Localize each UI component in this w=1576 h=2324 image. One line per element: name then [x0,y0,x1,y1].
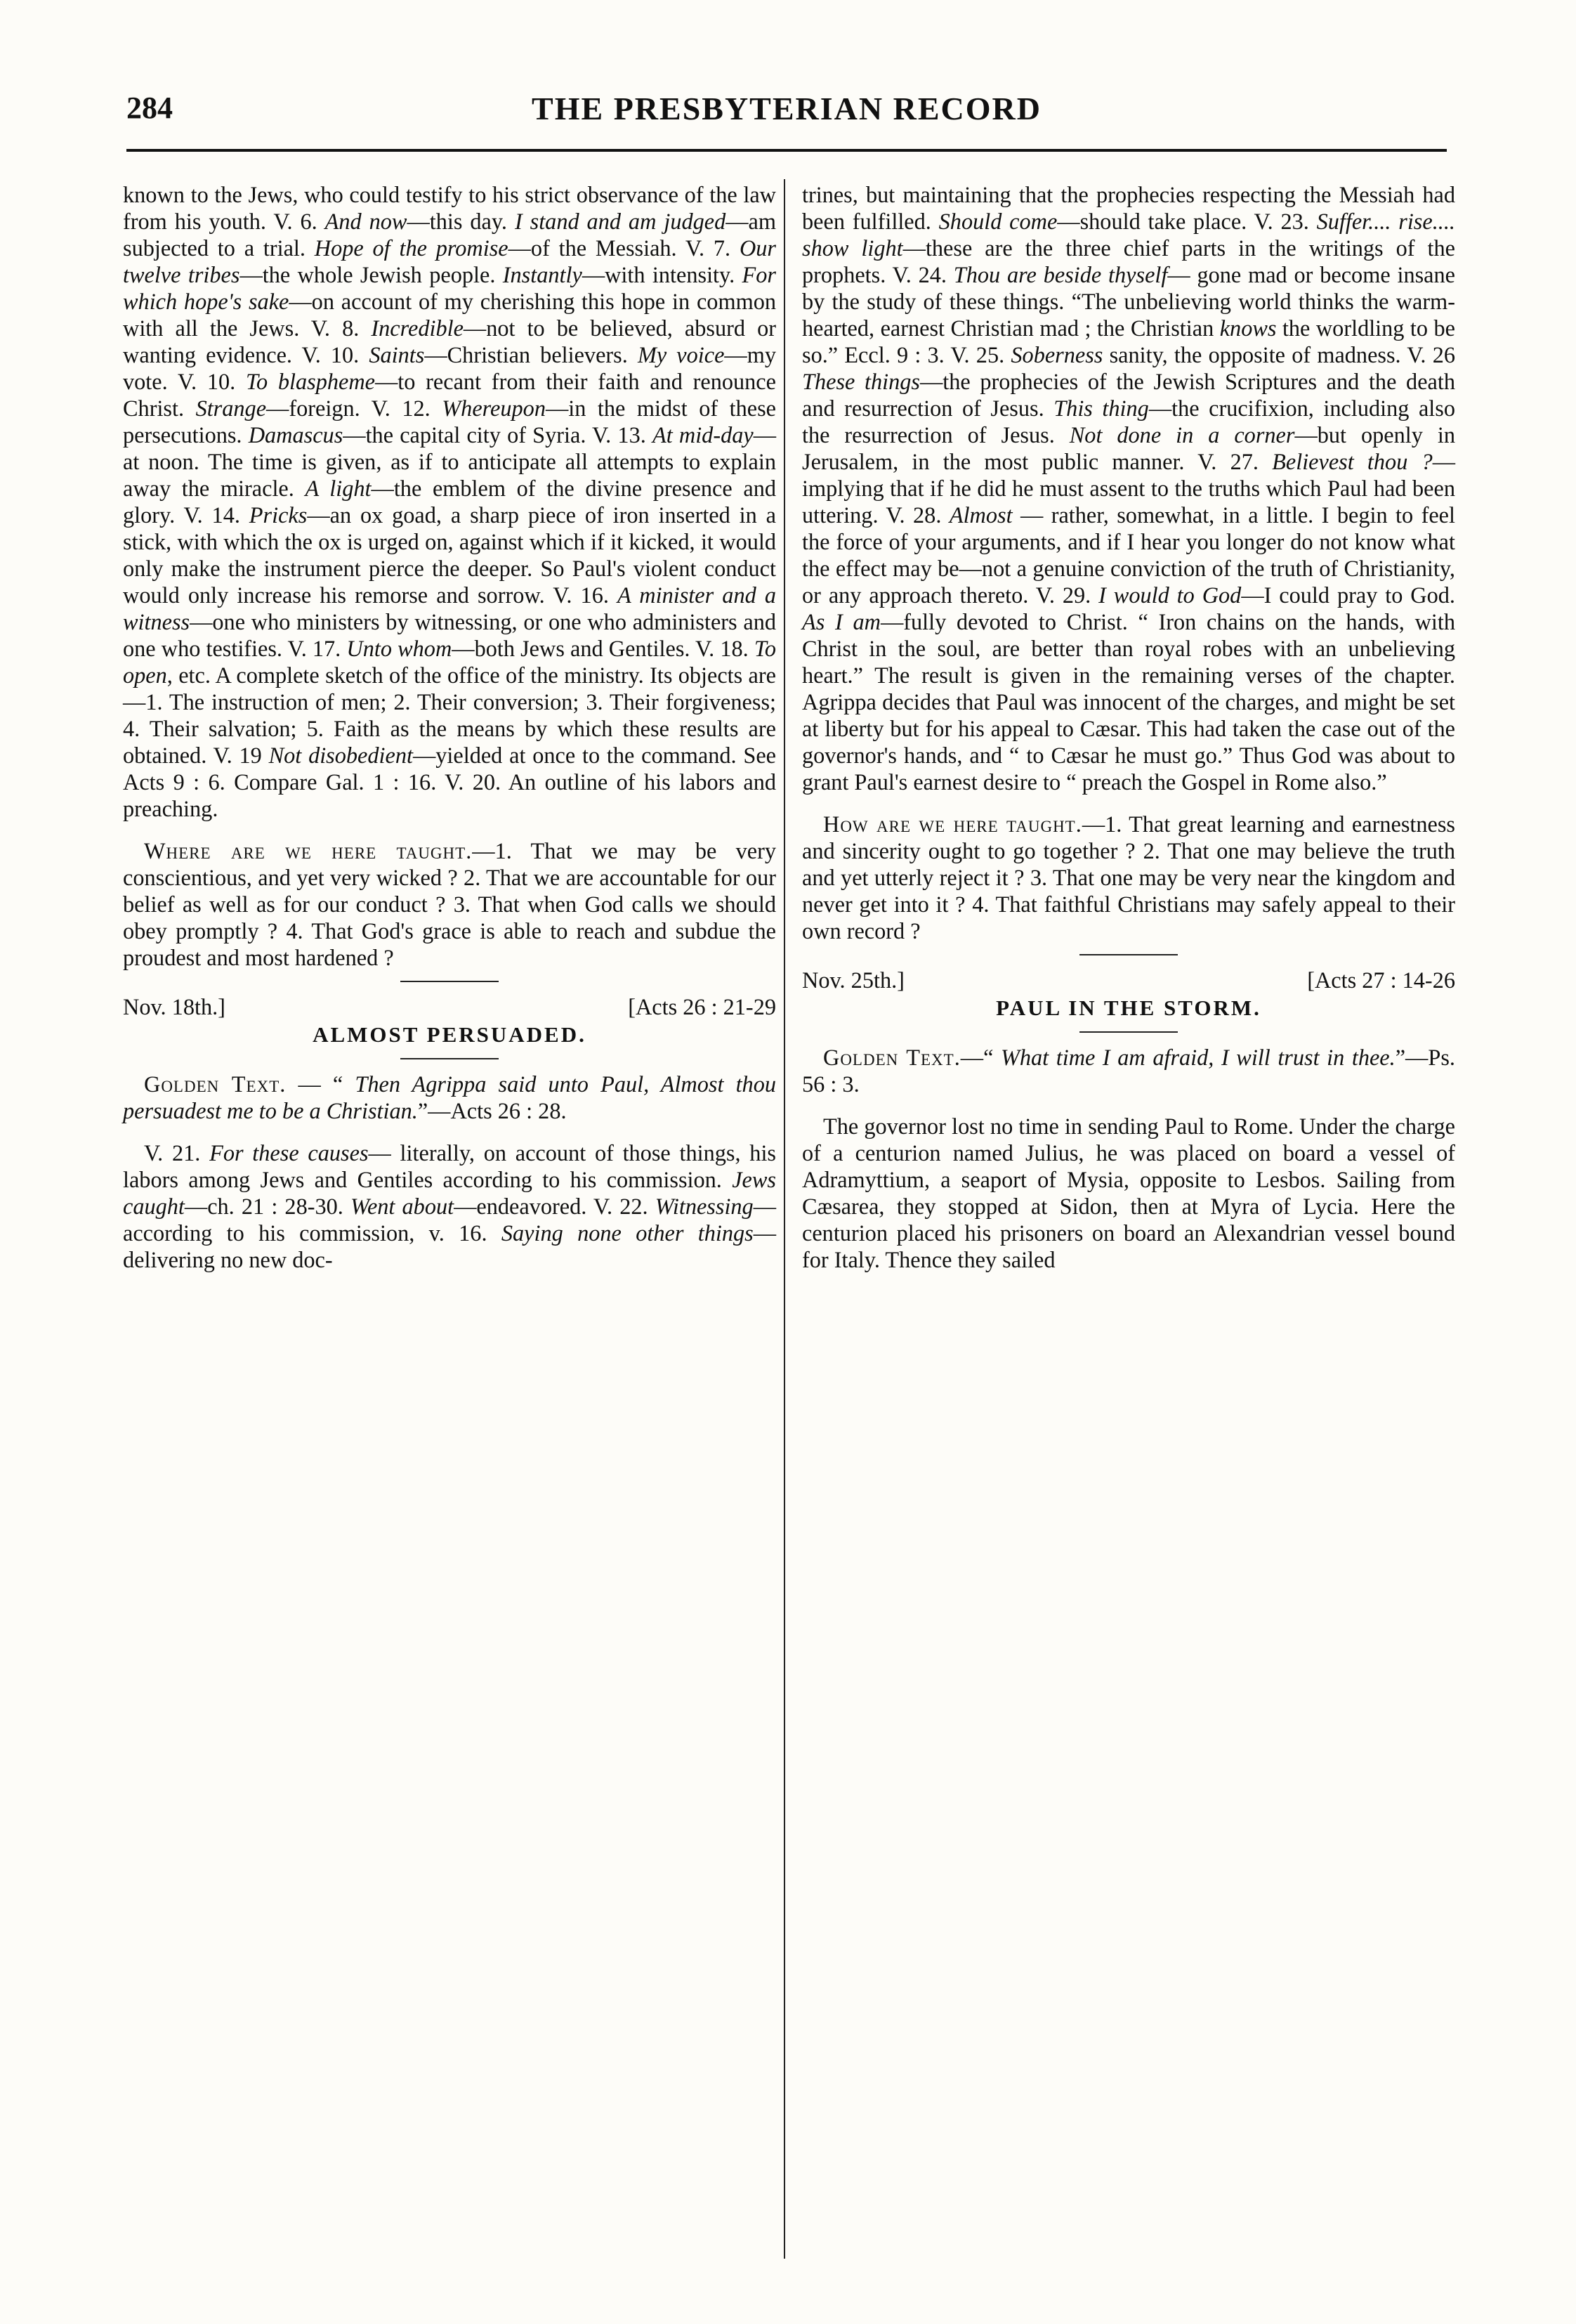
page-header [126,90,1447,139]
lesson-heading: PAUL IN THE STORM. [996,995,1261,1020]
lesson-line [123,993,776,1020]
term: Strange [195,396,267,421]
term: Should come [938,209,1058,234]
taught-label: How are we here taught. [823,811,1082,837]
term: Suffer.... rise.... show light [802,209,1455,261]
term: Believest thou ? [1272,449,1433,474]
section-rule [400,981,499,982]
text-run: —on account of my cherishing this hope in common with all the Jews. V. 8. [123,289,776,341]
commentary-paragraph: The governor lost no time in sending Paul to Rome. Under the charge of a centurion named Julius, he was placed on board a vessel of Adramyttium, a seaport of Mysia, opposite to Lesbos. Sailing from Cæsarea, they stopped at Sidon, then at Myra of Lycia. Here the centurion placed his prisoners on board an Alexandrian vessel bound for Italy. Thence they sailed [802,1114,1455,1272]
text-run: trines, but maintaining that the prophecies respecting the Messiah had been fulfilled. [802,182,1455,234]
text-run: —ch. 21 : 28-30. [184,1194,350,1219]
term: For these causes [209,1140,369,1166]
text-run: —one who ministers by witnessing, or one who administers and one who testifies. V. 17. [123,609,776,661]
lesson-date: Nov. 25th.] [802,967,905,993]
term: Hope of the promise [314,235,508,261]
text-run: known to the Jews, who could testify to his strict observance of the law from his youth. V. 6. [123,182,776,234]
text-run: —endeavored. V. 22. [454,1194,655,1219]
text-run: —Christian believers. [424,342,638,367]
spacer [123,822,776,837]
term: Pricks [249,502,308,528]
term: Went about [350,1194,454,1219]
taught-text: —1. That we may be very conscientious, and yet very wicked ? 2. That we are accountable for our belief as well as for our conduct ? 3. That when God calls we should obey promptly ? 4. That God's grace is able to reach and subdue the proudest and most hardened ? [123,838,776,970]
golden-text-quote: What time I am afraid, I will trust in thee. [1000,1045,1396,1070]
text-run: —implying that if he did he must assent to the truths which Paul had been uttering. V. 28. [802,449,1455,528]
text-run: —am subjected to a trial. [123,209,777,261]
term: A light [305,476,372,501]
term: To open [123,636,776,688]
page-number: 284 [126,91,173,125]
term: Soberness [1011,342,1103,367]
term: Damascus [248,422,343,448]
term: For which hope's sake [123,262,776,314]
section-rule [1079,954,1178,955]
lesson-reference: [Acts 27 : 14-26 [1307,967,1455,993]
lesson-heading: ALMOST PERSUADED. [313,1022,586,1047]
text-run: sanity, the opposite of madness. V. 26 [1103,342,1455,367]
term: Unto whom [346,636,452,661]
text-run: —both Jews and Gentiles. V. 18. [452,636,754,661]
left-column [123,181,776,1273]
golden-text-quote: Then Agrippa said unto Paul, Almost thou persuadest me to be a Christian. [123,1071,776,1123]
text-run: — gone mad or become insane by the study of these things. “The unbelieving world thinks the warm-hearted, earnest Christian mad ; the Christian [802,262,1455,341]
text-run: V. 21. [144,1140,210,1166]
header-rule [126,149,1447,152]
lesson-date: Nov. 18th.] [123,994,225,1019]
lesson-reference: [Acts 26 : 21-29 [628,994,776,1019]
term: This thing [1053,396,1149,421]
term: Almost [949,502,1013,528]
text-run: —the crucifixion, including also the resurrection of Jesus. [802,396,1455,448]
taught-text: —1. That great learning and earnestness and sincerity ought to go together ? 2. That one may believe the truth and yet utterly reject it ? 3. That one may be very near the kingdom and never get into it ? 4. That faithful Christians may safely appeal to their own record ? [802,811,1455,944]
term: And now [324,209,407,234]
text-run: the worldling to be so.” Eccl. 9 : 3. V. 25. [802,315,1455,367]
term: Instantly [502,262,582,287]
text-run: —the prophecies of the Jewish Scriptures and the death and resurrection of Jesus. [802,369,1455,421]
text-run: —to recant from their faith and renounce Christ. [123,369,776,421]
text-run: —delivering no new doc- [123,1220,776,1272]
text-run: — according to his commission, v. 16. [123,1194,777,1246]
term: Not disobedient [268,743,413,768]
golden-text-label: Golden Text. [823,1045,961,1070]
golden-text-reference: ”—Ps. 56 : 3. [802,1045,1455,1097]
text-run: — “ [286,1071,355,1097]
text-run: — literally, on account of those things, his labors among Jews and Gentiles according to his commission. [123,1140,776,1192]
golden-text-reference: ”—Acts 26 : 28. [417,1098,567,1123]
right-column [802,181,1455,1273]
text-run: —the whole Jewish people. [239,262,503,287]
text-run: —should take place. V. 23. [1057,209,1317,234]
text-run: —in the midst of these persecutions. [123,396,776,448]
section-rule [400,1058,499,1059]
commentary-paragraph [123,1140,776,1273]
term: Our twelve tribes [123,235,776,287]
taught-paragraph [123,837,776,971]
term: Not done in a corner [1069,422,1295,448]
text-run: —with intensity. [582,262,742,287]
page-title: THE PRESBYTERIAN RECORD [532,91,1042,126]
term: Whereupon [442,396,546,421]
term: At mid-day [652,422,754,448]
text-run: —yielded at once to the command. See Acts 9 : 6. Compare Gal. 1 : 16. V. 20. An outline of his labors and preaching. [123,743,776,821]
text-run: —this day. [407,209,515,234]
term: Incredible [371,315,464,341]
term: Jews caught [123,1167,776,1219]
section-rule [1079,1031,1178,1033]
term: A minister and a witness [123,582,777,634]
text-run: —but openly in Jerusalem, in the most public manner. V. 27. [802,422,1455,474]
text-run: —at noon. The time is given, as if to anticipate all attempts to explain away the miracle. [123,422,776,501]
term: These things [802,369,920,394]
golden-text-label: Golden Text. [144,1071,287,1097]
lesson-line [802,967,1455,993]
text-run: —an ox goad, a sharp piece of iron inserted in a stick, with which the ox is urged on, against which if it kicked, it would only make the instrument pierce the deeper. So Paul's violent conduct would only increase his remorse and sorrow. V. 16. [123,502,776,608]
text-run: , etc. A complete sketch of the office of the ministry. Its objects are—1. The instruction of men; 2. Their conversion; 3. Their forgiveness; 4. Their salvation; 5. Faith as the means by which these results are obtained. V. 19 [123,662,776,768]
text-run: —foreign. V. 12. [266,396,442,421]
commentary-paragraph [123,181,776,822]
term: knows [1219,315,1277,341]
taught-label: Where are we here taught. [144,838,473,863]
text-run: —the emblem of the divine presence and glory. V. 14. [123,476,776,528]
term: Saints [369,342,425,367]
term: I stand and am judged [514,209,726,234]
taught-paragraph [802,811,1455,944]
text-run: —I could pray to God. [1241,582,1455,608]
text-run: —“ [960,1045,1001,1070]
text-run: —not to be believed, absurd or wanting evidence. V. 10. [123,315,776,367]
term: I would to God [1098,582,1242,608]
term: My voice [637,342,725,367]
text-run: —the capital city of Syria. V. 13. [343,422,652,448]
commentary-paragraph [802,181,1455,795]
term: Thou are beside thyself [953,262,1168,287]
text-run: — rather, somewhat, in a little. I begin to feel the force of your arguments, and if I hear you longer do not know what the effect may be—not a genuine conviction of the truth of Christianity, or any approach thereto. V. 29. [802,502,1455,608]
text-run: —fully devoted to Christ. “ Iron chains on the hands, with Christ in the soul, are better than royal robes with an unbelieving heart.” The result is given in the remaining verses of the chapter. Agrippa decides that Paul was innocent of the charges, and might be set at liberty but for his appeal to Cæsar. This had taken the case out of the governor's hands, and “ to Cæsar he must go.” Thus God was about to grant Paul's earnest desire to “ preach the Gospel in Rome also.” [802,609,1455,795]
term: To blaspheme [245,369,375,394]
golden-text [123,1071,776,1124]
text-run: —of the Messiah. V. 7. [508,235,740,261]
text-run: —my vote. V. 10. [123,342,776,394]
term: As I am [802,609,881,634]
term: Saying none other things [501,1220,754,1246]
term: Witnessing [655,1194,754,1219]
spacer [802,795,1455,811]
column-divider [784,179,785,2259]
spacer [802,1097,1455,1113]
text-run: —these are the three chief parts in the writings of the prophets. V. 24. [802,235,1455,287]
golden-text [802,1044,1455,1097]
spacer [123,1124,776,1140]
